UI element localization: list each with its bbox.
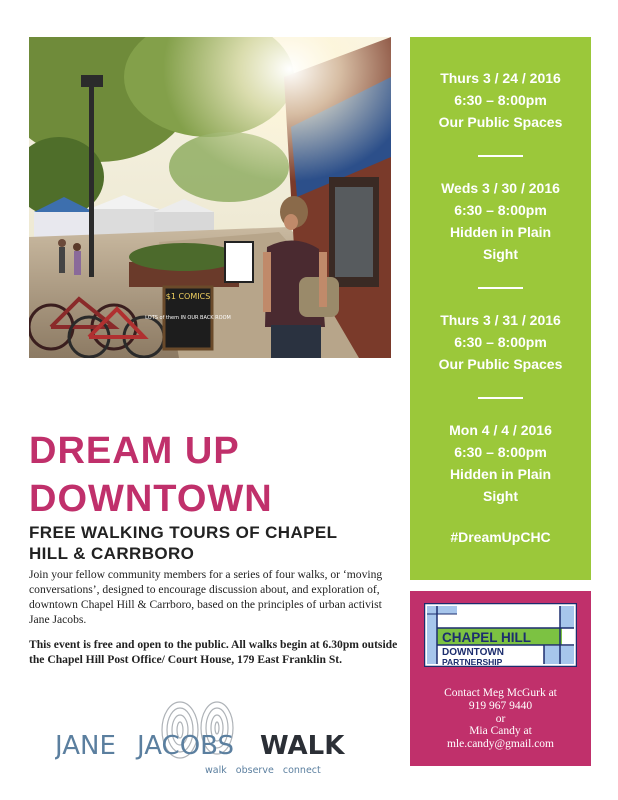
contact-info	[410, 687, 591, 751]
jane-jacobs-walk-logo	[55, 700, 355, 778]
headline	[29, 427, 399, 523]
event-title: Hidden in Plain	[449, 224, 552, 240]
street-photo	[29, 37, 391, 358]
street-scene-illustration	[29, 37, 391, 358]
event-title: Hidden in Plain	[449, 466, 552, 482]
hashtag: #DreamUpCHC	[450, 529, 551, 545]
event-time: 6:30 – 8:00pm	[454, 92, 547, 108]
logo-downtown-text: DOWNTOWN	[442, 647, 505, 658]
logo-tagline: walk observe connect	[205, 765, 321, 776]
intro-paragraph: Join your fellow community members for a series of four walks, or ‘moving conversations’, designed to encourage discussion about, and exploration of, downtown Chapel Hill & Carrboro, based on the principles of urban activist Jane Jacobs.	[29, 568, 383, 626]
subheading-line: HILL & CARRBORO	[29, 544, 195, 563]
contact-line: Contact Meg McGurk at	[444, 687, 557, 699]
event-title: Sight	[483, 246, 518, 262]
event-2	[410, 177, 591, 265]
event-title: Our Public Spaces	[438, 356, 563, 372]
logo-word-jane: JANE	[55, 731, 116, 761]
contact-line: or	[495, 712, 506, 725]
contact-email[interactable]: mle.candy@gmail.com	[446, 738, 555, 751]
chapel-hill-downtown-partnership-logo	[424, 603, 577, 667]
notice-paragraph: This event is free and open to the public. All walks begin at 6.30pm outside the Chapel Hill Post Office/ Court House, 179 East Franklin St.	[29, 638, 398, 666]
event-date: Weds 3 / 30 / 2016	[441, 180, 560, 196]
event-date: Mon 4 / 4 / 2016	[449, 422, 552, 438]
event-4	[410, 419, 591, 507]
event-title: Sight	[483, 488, 518, 504]
headline-line: DOWNTOWN	[29, 478, 273, 520]
contact-line: Mia Candy at	[469, 725, 532, 738]
event-time: 6:30 – 8:00pm	[454, 334, 547, 350]
logo-word-walk: WALK	[260, 731, 345, 761]
partner-panel	[410, 591, 591, 766]
event-time: 6:30 – 8:00pm	[454, 202, 547, 218]
event-title: Our Public Spaces	[438, 114, 563, 130]
headline-line: DREAM UP	[29, 430, 240, 472]
event-divider	[478, 155, 523, 157]
subheading-line: FREE WALKING TOURS OF CHAPEL	[29, 523, 338, 542]
event-3	[410, 309, 591, 375]
event-1	[410, 67, 591, 133]
event-time: 6:30 – 8:00pm	[454, 444, 547, 460]
event-divider	[478, 397, 523, 399]
event-divider	[478, 287, 523, 289]
event-date: Thurs 3 / 31 / 2016	[440, 312, 561, 328]
schedule-panel	[410, 37, 591, 580]
contact-phone: 919 967 9440	[468, 699, 533, 712]
logo-word-jacobs: JACOBS	[137, 731, 235, 761]
logo-partnership-text: PARTNERSHIP	[442, 657, 503, 667]
event-date: Thurs 3 / 24 / 2016	[440, 70, 561, 86]
logo-chapel-hill-text: CHAPEL HILL	[442, 630, 532, 645]
subheading	[29, 522, 399, 564]
